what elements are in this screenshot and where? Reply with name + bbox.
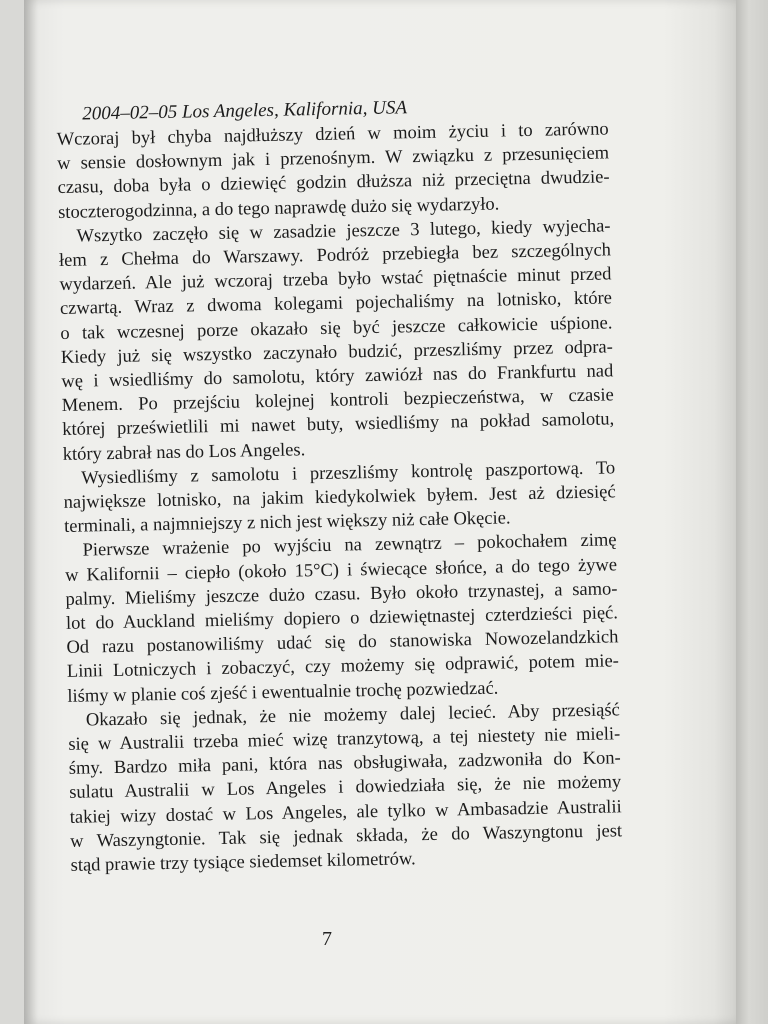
text-line: czasu, doba była o dziewięć godzin dłuższa niż przeciętna dwudzie-	[57, 167, 610, 199]
text-line: największe lotnisko, na jakim kiedykolwiek byłem. Jest aż dziesięć	[63, 482, 616, 513]
paragraph-1	[56, 117, 610, 224]
paragraph-3	[63, 456, 616, 539]
entry-header: 2004–02–05 Los Angeles, Kalifornia, USA	[82, 97, 408, 125]
text-line: się w Australii trzeba mieć wizę tranzytową, a tej niestety nie mieli-	[68, 724, 621, 755]
text-line: Pierwsze wrażenie po wyjściu na zewnątrz – pokochałem zimę	[82, 530, 617, 562]
text-line: w sensie dosłownym jak i przenośnym. W związku z przesunięciem	[57, 143, 610, 175]
facing-page-edge	[736, 0, 768, 1024]
text-line: śmy. Bardzo miła pani, która nas obsługiwała, zadzwoniła do Kon-	[68, 748, 621, 780]
text-line: stąd prawie trzy tysiące siedemset kilometrów.	[70, 849, 416, 876]
text-line: wę i wsiedliśmy do samolotu, który zawiózł nas do Frankfurtu nad	[61, 361, 614, 392]
text-line: lot do Auckland mieliśmy dopiero o dziewiętnastej czterdzieści pięć.	[65, 603, 619, 634]
text-line: palmy. Mieliśmy jeszcze dużo czasu. Było około trzynastej, a samo-	[65, 579, 618, 610]
text-line: Wczoraj był chyba najdłuższy dzień w moim życiu i to zarówno	[56, 119, 609, 150]
text-line: Wysiedliśmy z samolotu i przeszliśmy kontrolę paszportową. To	[81, 458, 616, 489]
text-line: Okazało się jednak, że nie możemy dalej lecieć. Aby przesiąść	[85, 700, 620, 731]
text-line: liśmy w planie coś zjeść i ewentualnie trochę pozwiedzać.	[67, 678, 499, 707]
paragraph-2	[58, 214, 615, 467]
text-line: sulatu Australii w Los Angeles i dowiedziała się, że nie możemy	[69, 772, 622, 804]
text-line: Menem. Po przejściu kolejnej kontroli bezpieczeństwa, w czasie	[61, 385, 614, 417]
text-line: który zabrał nas do Los Angeles.	[62, 439, 306, 465]
text-line: terminali, a najmniejszy z nich jest większy niż całe Okęcie.	[63, 508, 511, 538]
text-line: czwartą. Wraz z dwoma kolegami pojechaliśmy na lotnisko, które	[59, 288, 613, 320]
page-number: 7	[322, 928, 332, 950]
text-line: o tak wczesnej porze okazało się być jeszcze całkowicie uśpione.	[60, 312, 613, 344]
text-line: łem z Chełma do Warszawy. Podróż przebiegła bez szczególnych	[58, 240, 612, 271]
text-line: Kiedy już się wszystko zaczynało budzić, przeszliśmy przez odpra-	[60, 337, 614, 368]
text-line: Wszytko zaczęło się w zasadzie jeszcze 3 lutego, kiedy wyjecha-	[76, 216, 611, 247]
text-line: Od razu postanowiliśmy udać się do stanowiska Nowozelandzkich	[66, 627, 619, 659]
text-line: Linii Lotniczych i zobaczyć, czy możemy się odprawić, potem mie-	[66, 651, 620, 683]
paragraph-4	[64, 529, 619, 709]
text-line: takiej wizy dostać w Los Angeles, ale tylko w Ambasadzie Australii	[69, 796, 622, 828]
paragraph-5	[68, 698, 623, 878]
text-line: w Kalifornii – ciepło (około 15°C) i świecące słońce, a do tego żywe	[64, 554, 618, 586]
text-line: w Waszyngtonie. Tak się jednak składa, że do Waszyngtonu jest	[70, 821, 623, 852]
page-text	[56, 91, 623, 878]
text-line: stoczterogodzinna, a do tego naprawdę dużo się wydarzyło.	[57, 194, 500, 223]
text-line: której prześwietlili mi nawet buty, wsiedliśmy na pokład samolotu,	[62, 409, 615, 441]
text-line: wydarzeń. Ale już wczoraj trzeba było wstać piętnaście minut przed	[59, 264, 612, 296]
